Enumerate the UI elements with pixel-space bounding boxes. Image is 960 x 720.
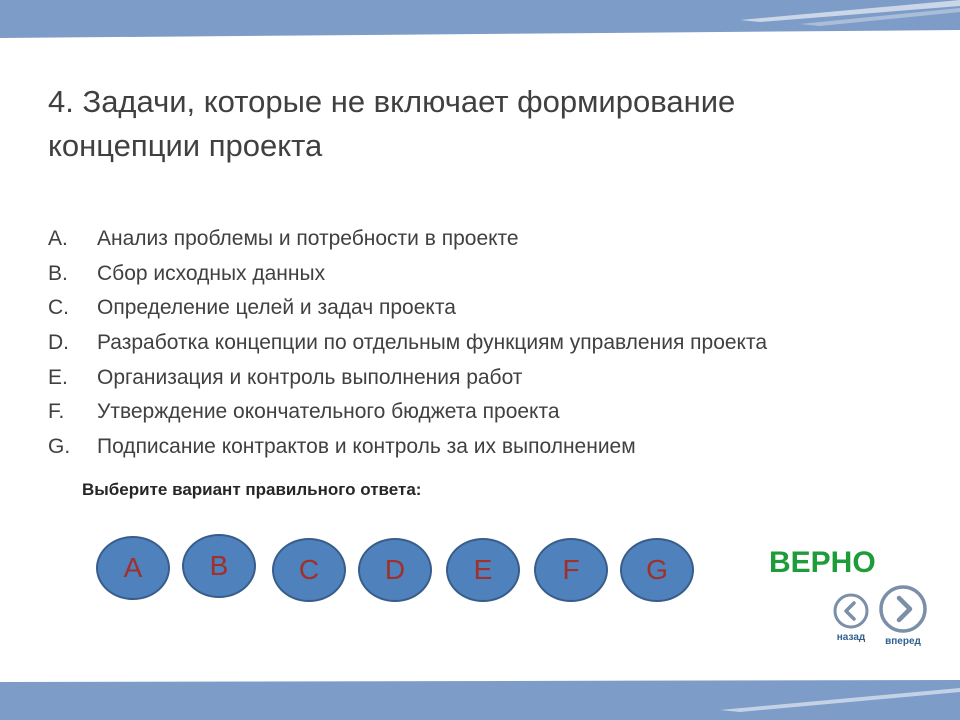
option-text: Утверждение окончательного бюджета проекта: [97, 400, 560, 424]
result-label: ВЕРНО: [769, 546, 876, 579]
option-text: Сбор исходных данных: [97, 261, 326, 285]
back-button[interactable]: [828, 592, 874, 643]
answer-button-a[interactable]: A: [96, 536, 170, 600]
option-letter: B.: [48, 261, 68, 285]
option-letter: C.: [48, 296, 69, 320]
option-a: [48, 222, 908, 257]
chevron-left-icon: [832, 592, 870, 630]
option-text: Определение целей и задач проекта: [97, 296, 456, 320]
option-letter: D.: [48, 331, 69, 355]
option-text: Разработка концепции по отдельным функциям управления проекта: [97, 331, 768, 355]
answer-button-b[interactable]: B: [182, 534, 256, 598]
option-c: [48, 291, 908, 326]
options-list: [48, 222, 908, 464]
answer-button-c[interactable]: C: [272, 538, 346, 602]
option-d: [48, 326, 908, 361]
option-letter: G.: [48, 434, 71, 458]
option-e: [48, 360, 908, 395]
option-b: [48, 257, 908, 292]
chevron-right-icon: [878, 584, 928, 634]
answer-prompt: Выберите вариант правильного ответа:: [82, 480, 422, 499]
bottom-band: [0, 676, 960, 720]
question-title: 4. Задачи, которые не включает формирование концепции проекта: [48, 84, 736, 163]
option-g: [48, 430, 908, 465]
back-label: назад: [836, 632, 866, 643]
top-band: [0, 0, 960, 42]
answer-button-g[interactable]: G: [620, 538, 694, 602]
option-letter: E.: [48, 365, 68, 389]
option-letter: A.: [48, 227, 68, 251]
forward-button[interactable]: [874, 584, 932, 647]
option-letter: F.: [48, 400, 65, 424]
option-f: [48, 395, 908, 430]
forward-label: вперед: [885, 636, 921, 647]
option-text: Подписание контрактов и контроль за их выполнением: [97, 434, 636, 458]
answer-button-e[interactable]: E: [446, 538, 520, 602]
answer-button-f[interactable]: F: [534, 538, 608, 602]
option-text: Анализ проблемы и потребности в проекте: [97, 227, 519, 251]
option-text: Организация и контроль выполнения работ: [97, 365, 523, 389]
answer-button-d[interactable]: D: [358, 538, 432, 602]
